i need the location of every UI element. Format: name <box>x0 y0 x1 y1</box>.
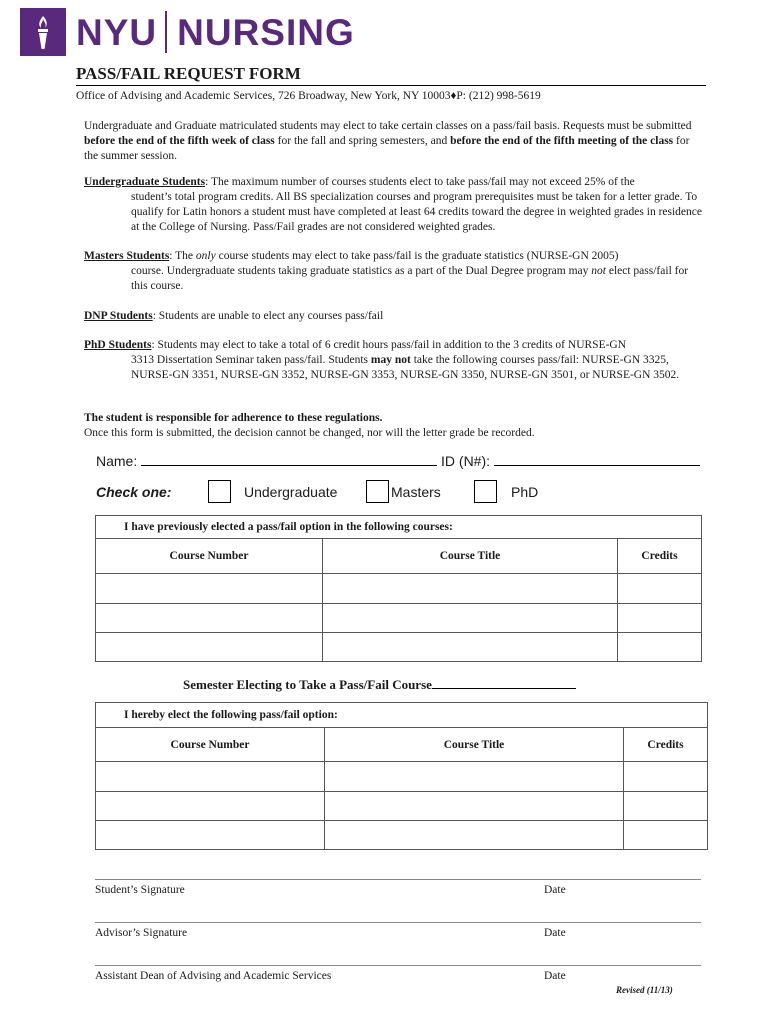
table-cell[interactable] <box>96 604 323 633</box>
name-label: Name: <box>96 453 138 469</box>
revised-note: Revised (11/13) <box>616 985 673 995</box>
dnp-text: : Students are unable to elect any courses pass/fail <box>152 310 384 322</box>
logo-nyu: NYU <box>76 12 158 53</box>
form-title: PASS/FAIL REQUEST FORM <box>76 64 301 83</box>
responsibility-bold: The student is responsible for adherence to these regulations. <box>84 412 383 424</box>
semester-field[interactable] <box>432 675 576 689</box>
semester-label: Semester Electing to Take a Pass/Fail Course <box>183 677 432 692</box>
table-cell[interactable] <box>325 821 624 850</box>
table-row <box>96 604 702 633</box>
elect-col-course-title: Course Title <box>325 728 624 762</box>
phd-option-label: PhD <box>511 484 539 500</box>
table-row <box>96 633 702 662</box>
id-field[interactable] <box>494 451 700 466</box>
responsibility-note <box>84 411 704 441</box>
table-cell[interactable] <box>624 762 708 792</box>
masters-t2: course students may elect to take pass/fail is the graduate statistics (NURSE-GN 2005) <box>215 250 619 262</box>
table-row <box>96 792 708 821</box>
table-cell[interactable] <box>624 792 708 821</box>
table-row <box>96 821 708 850</box>
previous-table-caption: I have previously elected a pass/fail option in the following courses: <box>96 516 702 539</box>
student-signature-label: Student’s Signature <box>95 884 185 896</box>
phd-line1: : Students may elect to take a total of 6 credit hours pass/fail in addition to the 3 credits of NURSE-GN <box>151 339 627 351</box>
name-id-row <box>96 451 700 469</box>
undergraduate-checkbox[interactable] <box>208 480 231 503</box>
table-cell[interactable] <box>323 604 618 633</box>
responsibility-text: Once this form is submitted, the decision cannot be changed, nor will the letter grade be recorded. <box>84 427 535 439</box>
undergrad-line1: : The maximum number of courses students elect to take pass/fail may not exceed 25% of the <box>205 176 635 188</box>
elect-col-course-number: Course Number <box>96 728 325 762</box>
office-address: Office of Advising and Academic Services, 726 Broadway, New York, NY 10003♦P: (212) 998-5619 <box>76 90 541 102</box>
table-cell[interactable] <box>96 574 323 604</box>
advisor-date-label: Date <box>544 927 566 939</box>
phd-label: PhD Students <box>84 339 152 351</box>
student-signature-line[interactable] <box>95 879 701 880</box>
previous-col-credits: Credits <box>618 539 702 574</box>
table-cell[interactable] <box>618 604 702 633</box>
table-row <box>96 762 708 792</box>
table-cell[interactable] <box>325 762 624 792</box>
advisor-signature-label: Advisor’s Signature <box>95 927 188 939</box>
previous-courses-table <box>95 515 702 662</box>
intro-text-2: for the fall and spring semesters, and <box>274 135 451 147</box>
table-cell[interactable] <box>96 633 323 662</box>
elect-table-caption: I hereby elect the following pass/fail option: <box>96 703 708 728</box>
dnp-section <box>84 309 704 324</box>
table-cell[interactable] <box>96 762 325 792</box>
phd-checkbox[interactable] <box>474 480 497 503</box>
table-cell[interactable] <box>618 574 702 604</box>
dean-signature-line[interactable] <box>95 965 701 966</box>
masters-section <box>84 249 704 294</box>
undergrad-rest: student’s total program credits. All BS specialization courses and program prerequisites must be taken for a letter grade. To qualify for Latin honors a student must have completed at least 64 credits toward the degree in weighted grades in residence at the College of Nursing. Pass/Fail grades are not considered weighted grades. <box>131 191 702 233</box>
intro-paragraph <box>84 119 704 164</box>
masters-label: Masters Students <box>84 250 170 262</box>
intro-bold-1: before the end of the fifth week of class <box>84 135 275 147</box>
phd-r1: 3313 Dissertation Seminar taken pass/fail. Students <box>131 354 371 366</box>
logo-divider <box>165 11 167 53</box>
elect-col-credits: Credits <box>624 728 708 762</box>
masters-r1: course. Undergraduate students taking graduate statistics as a part of the Dual Degree program may <box>131 265 592 277</box>
table-row <box>96 574 702 604</box>
logo-nursing: NURSING <box>177 12 355 53</box>
masters-option-label: Masters <box>391 484 441 500</box>
previous-col-course-number: Course Number <box>96 539 323 574</box>
nyu-nursing-wordmark <box>76 10 355 56</box>
masters-only: only <box>195 250 216 262</box>
elect-courses-table <box>95 702 708 850</box>
masters-t1: : The <box>169 250 196 262</box>
title-rule <box>76 85 706 86</box>
phd-r2: take the following courses pass/fail: NURSE-GN 3325, NURSE-GN 3351, NURSE-GN 3352, NURSE-GN 3353, NURSE-GN 3350, NURSE-GN 3501, or NURSE-GN 3502. <box>131 354 680 381</box>
nyu-torch-logo <box>20 8 66 56</box>
dnp-label: DNP Students <box>84 310 153 322</box>
table-cell[interactable] <box>325 792 624 821</box>
dean-date-label: Date <box>544 970 566 982</box>
phd-section <box>84 338 704 383</box>
semester-row <box>183 675 576 693</box>
undergrad-label: Undergraduate Students <box>84 176 206 188</box>
advisor-signature-line[interactable] <box>95 922 701 923</box>
masters-not: not <box>591 265 606 277</box>
id-label: ID (N#): <box>441 453 491 469</box>
table-cell[interactable] <box>96 821 325 850</box>
table-cell[interactable] <box>96 792 325 821</box>
student-date-label: Date <box>544 884 566 896</box>
torch-icon <box>20 8 66 56</box>
intro-bold-2: before the end of the fifth meeting of the class <box>450 135 674 147</box>
name-field[interactable] <box>141 451 437 466</box>
masters-r2: elect pass/fail for this course. <box>131 265 689 292</box>
undergraduate-option-label: Undergraduate <box>244 484 338 500</box>
check-one-label: Check one: <box>96 484 172 500</box>
table-cell[interactable] <box>624 821 708 850</box>
dean-signature-label: Assistant Dean of Advising and Academic Services <box>95 970 332 982</box>
table-cell[interactable] <box>323 574 618 604</box>
phd-maynot: may not <box>370 354 411 366</box>
table-cell[interactable] <box>618 633 702 662</box>
intro-text-3: for the summer session. <box>84 135 690 162</box>
masters-checkbox[interactable] <box>366 480 389 503</box>
previous-col-course-title: Course Title <box>323 539 618 574</box>
table-cell[interactable] <box>323 633 618 662</box>
intro-text-1: Undergraduate and Graduate matriculated students may elect to take certain classes on a pass/fail basis. Requests must be submitted <box>84 120 692 132</box>
undergrad-section <box>84 175 704 235</box>
